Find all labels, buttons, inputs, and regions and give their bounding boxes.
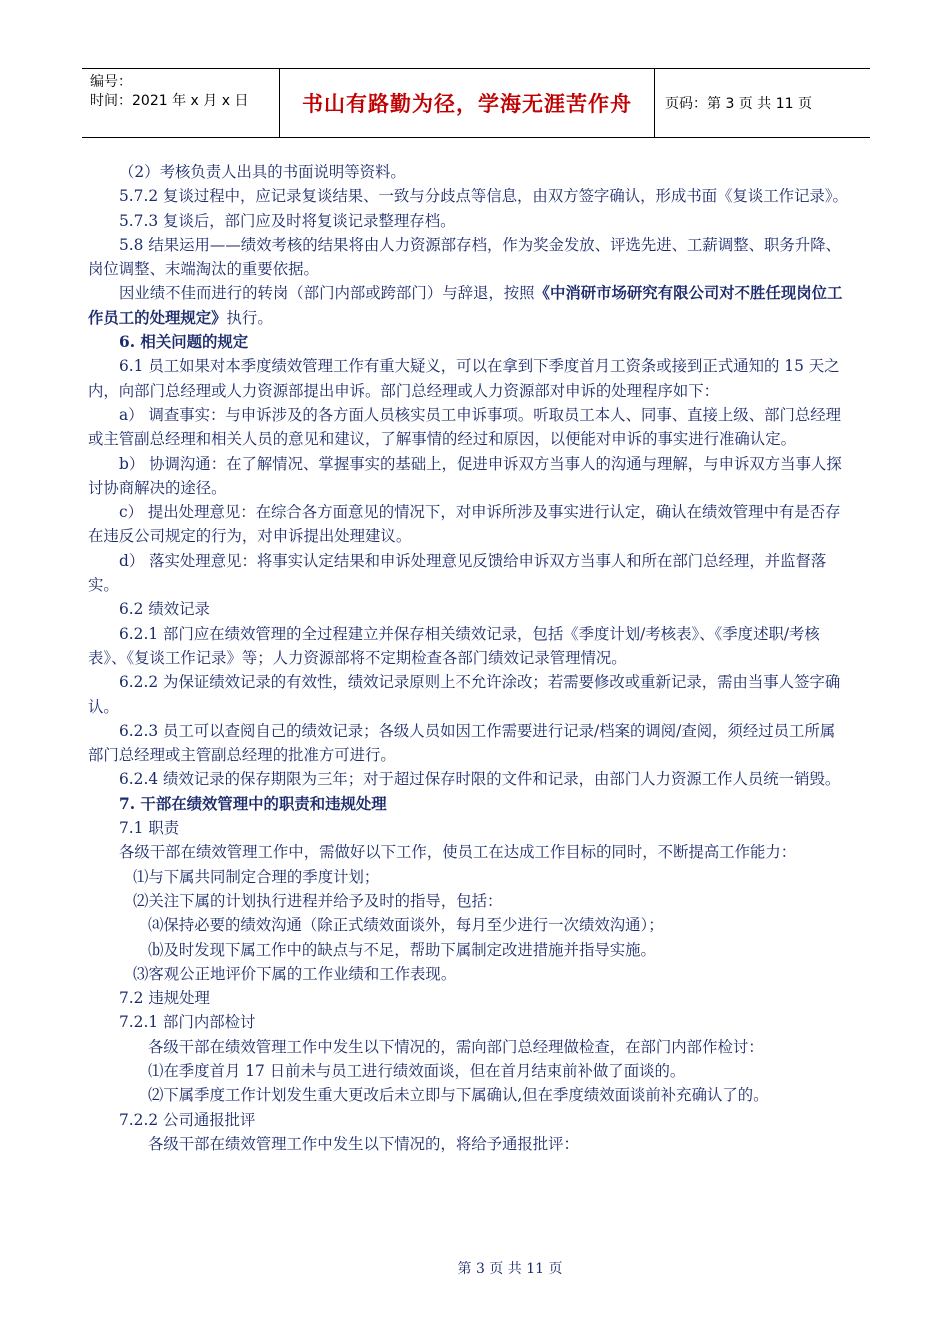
list-item: ⑴与下属共同制定合理的季度计划；	[133, 867, 380, 886]
list-item: ⑵下属季度工作计划发生重大更改后未立即与下属确认,但在季度绩效面谈前补充确认了的。	[148, 1086, 769, 1105]
regulation-title: 《中消研市场研究有限公司对不胜任现岗位工作员工的处理规定》	[88, 284, 843, 327]
list-item: a） 调查事实：与申诉涉及的各方面人员核实员工申诉事项。听取员工本人、同事、直接上级、部门总经理或主管副总经理和相关人员的意见和建议，了解事情的经过和原因，以便能对申诉的事实进行准确认定。	[88, 405, 842, 449]
list-item: ⑵关注下属的计划执行进程并给予及时的指导，包括：	[133, 891, 503, 910]
list-item: ⑶客观公正地评价下属的工作业绩和工作表现。	[133, 964, 457, 983]
document-number-label: 编号：	[90, 74, 132, 90]
section-heading: 6. 相关问题的规定	[119, 333, 249, 352]
subsection-heading: 7.2.2 公司通报批评	[119, 1110, 256, 1129]
paragraph: 5.7.2 复谈过程中，应记录复谈结果、一致与分歧点等信息，由双方签字确认，形成书面《复谈工作记录》。	[119, 187, 848, 206]
list-item: d） 落实处理意见：将事实认定结果和申诉处理意见反馈给申诉双方当事人和所在部门总经理，并监督落实。	[88, 551, 827, 595]
list-item: b） 协调沟通：在了解情况、掌握事实的基础上，促进申诉双方当事人的沟通与理解，与申诉双方当事人探讨协商解决的途径。	[88, 454, 842, 497]
paragraph: 6.2.4 绩效记录的保存期限为三年；对于超过保存时限的文件和记录，由部门人力资源工作人员统一销毁。	[119, 770, 841, 789]
list-item: c） 提出处理意见：在综合各方面意见的情况下，对申诉所涉及事实进行认定，确认在绩效管理中有是否存在违反公司规定的行为，对申诉提出处理建议。	[88, 503, 841, 546]
paragraph: 各级干部在绩效管理工作中，需做好以下工作，使员工在达成工作目标的同时，不断提高工作能力：	[119, 843, 797, 862]
page-header	[82, 68, 870, 138]
paragraph	[88, 281, 850, 330]
paragraph: 6.2.1 部门应在绩效管理的全过程建立并保存相关绩效记录，包括《季度计划/考核表》、《季度述职/考核表》、《复谈工作记录》等；人力资源部将不定期检查各部门绩效记录管理情况。	[88, 624, 820, 667]
list-item: ⒝及时发现下属工作中的缺点与不足，帮助下属制定改进措施并指导实施。	[148, 940, 656, 959]
paragraph: 5.8 结果运用——绩效考核的结果将由人力资源部存档，作为奖金发放、评选先进、工薪调整、职务升降、岗位调整、末端淘汰的重要依据。	[88, 235, 841, 279]
list-item: ⒜保持必要的绩效沟通（除正式绩效面谈外，每月至少进行一次绩效沟通）；	[148, 916, 664, 935]
subsection-heading: 7.2.1 部门内部检讨	[119, 1013, 256, 1032]
section-heading: 7. 干部在绩效管理中的职责和违规处理	[119, 794, 387, 813]
list-item: ⑴在季度首月 17 日前未与员工进行绩效面谈，但在首月结束前补做了面谈的。	[148, 1061, 686, 1080]
paragraph-text: 执行。	[226, 308, 273, 327]
paragraph: 各级干部在绩效管理工作中发生以下情况的，将给予通报批评：	[148, 1134, 579, 1153]
paragraph-text: 因业绩不佳而进行的转岗（部门内部或跨部门）与辞退，按照	[119, 284, 535, 303]
page-footer: 第 3 页 共 11 页	[457, 1261, 563, 1277]
subsection-heading: 7.2 违规处理	[119, 989, 210, 1008]
header-page-number: 页码：第 3 页 共 11 页	[665, 96, 812, 112]
paragraph: （2）考核负责人出具的书面说明等资料。	[119, 163, 406, 181]
header-motto: 书山有路勤为径，学海无涯苦作舟	[280, 69, 655, 137]
paragraph: 6.2.2 为保证绩效记录的有效性，绩效记录原则上不允许涂改；若需要修改或重新记录，需由当事人签字确认。	[88, 673, 841, 716]
paragraph: 6.1 员工如果对本季度绩效管理工作有重大疑义，可以在拿到下季度首月工资条或接到正式通知的 15 天之内，向部门总经理或人力资源部提出申诉。部门总经理或人力资源部对申诉的处理程序如下：	[88, 357, 840, 400]
document-body	[88, 160, 850, 1156]
paragraph: 6.2.3 员工可以查阅自己的绩效记录；各级人员如因工作需要进行记录/档案的调阅/查阅，须经过员工所属部门总经理或主管副总经理的批准方可进行。	[88, 721, 836, 765]
subsection-heading: 6.2 绩效记录	[119, 600, 210, 619]
paragraph: 5.7.3 复谈后，部门应及时将复谈记录整理存档。	[119, 211, 456, 230]
document-time-label: 时间：2021 年 x 月 x 日	[90, 93, 249, 109]
subsection-heading: 7.1 职责	[119, 819, 180, 838]
header-info-cell	[82, 69, 280, 137]
paragraph: 各级干部在绩效管理工作中发生以下情况的，需向部门总经理做检查，在部门内部作检讨：	[148, 1037, 764, 1056]
